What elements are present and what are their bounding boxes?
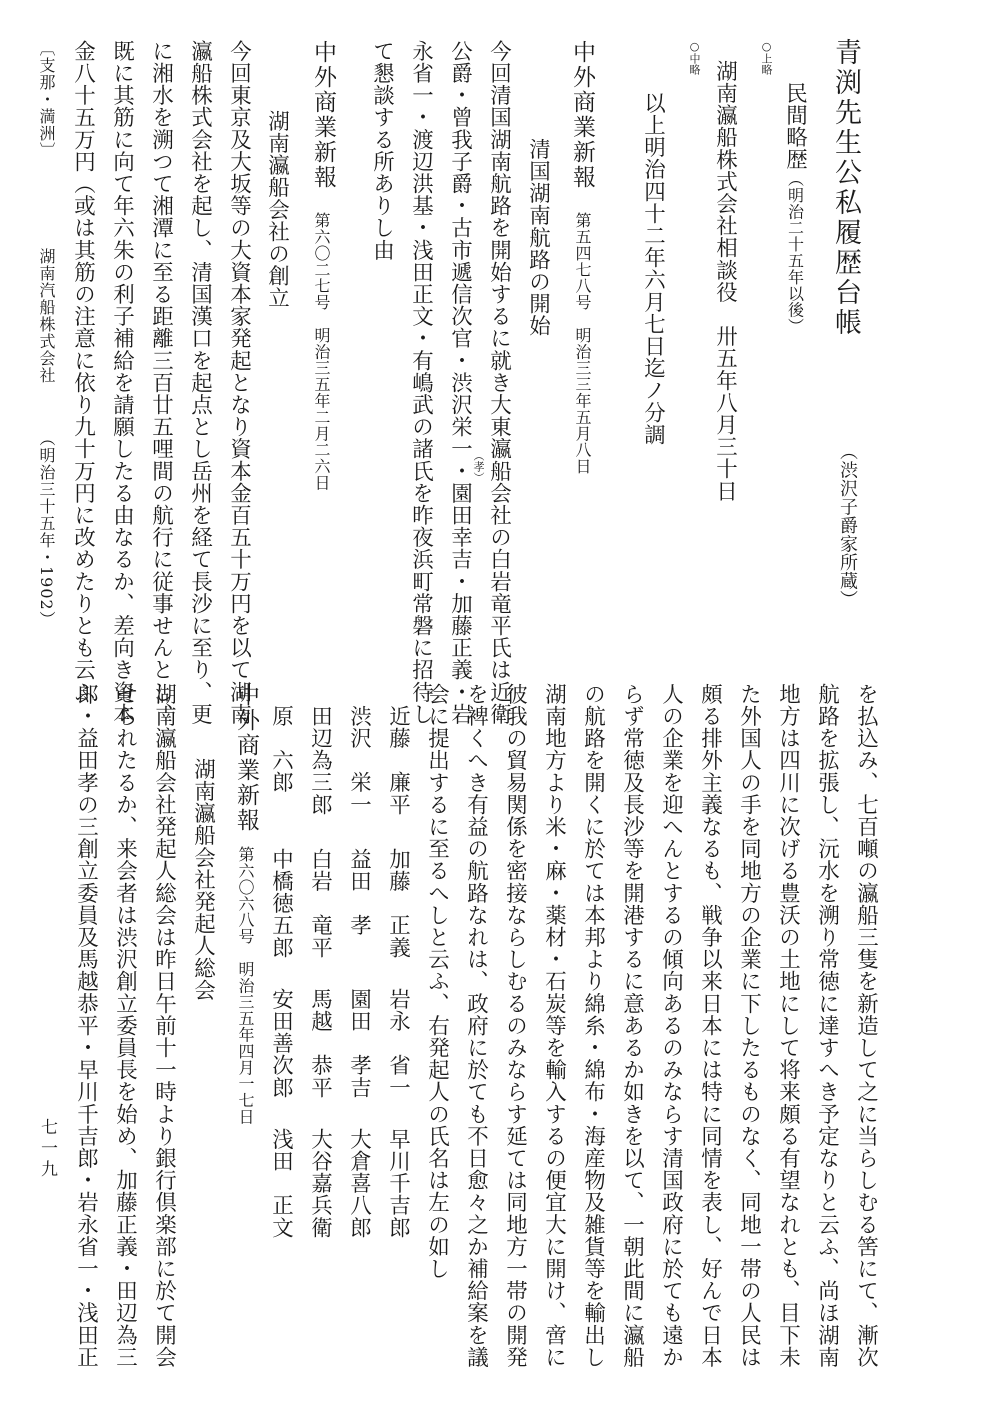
correction-note: （孝） [472,450,485,483]
article-1-line-3: 永省一・渡辺洪基・浅田正文・有嶋武の諸氏を昨夜浜町常磐に招待し [408,40,434,726]
newspaper-issue-3: 第六〇六八号 明治三五年四月一七日 [236,846,255,1125]
article-3-line-3: 郎・益田孝の三創立委員及馬越恭平・早川千吉郎・岩永省一・浅田正 [73,683,99,1369]
promoter-name: 白岩 竜平 [307,848,333,959]
owner-note: （渋沢子爵家所蔵） [837,442,858,609]
article-3-line-2: せられたるか、来会者は渋沢創立委員長を始め、加藤正義・田辺為三 [112,683,138,1369]
body-line-1: を払込み、七百噸の瀛船三隻を新造して之に当らしむる筈にて、漸次 [853,683,879,1369]
body-line-5: 頗る排外主義なるも、戦争以来日本には特に同情を表し、好んで日本 [697,683,723,1369]
article-title-1: 清国湖南航路の開始 [525,138,551,337]
article-1-line-1: 今回清国湖南航路を開始するに就き大東瀛船会社の白岩竜平氏は近衛 [486,40,512,726]
article-2-line-3: に湘水を溯つて湘潭に至る距離三百廿五哩間の航行に従事せんとし、 [148,40,174,726]
article-3-line-1: 湖南瀛船会社発起人総会は昨日午前十一時より銀行倶楽部に於て開会 [151,683,177,1369]
body-line-2: 航路を拡張し、沅水を溯り常徳に達すへき予定なりと云ふ、尚ほ湖南 [814,683,840,1369]
newspaper-issue-1: 第五四七八号 明治三三年五月八日 [573,212,592,475]
omission-mark-upper: ○上略 [760,40,773,75]
body-line-11: を裨くへき有益の航路なれは、政府に於ても不日愈々之か補給案を議 [463,683,489,1369]
body-line-12: 会に提出するに至るへしと云ふ、右発起人の氏名は左の如し [424,683,450,1280]
newspaper-issue-2: 第六〇二七号 明治三五年二月二六日 [312,212,331,491]
article-2-line-5: 金八十五万円（或は其筋の注意に依り九十万円に改めたりとも云ふ [70,40,96,703]
survey-date-line: 以上明治四十二年六月七日迄ノ分調 [640,92,666,446]
body-line-7: らず常徳及長沙等を開港するに意あるか如きを以て、一朝此間に瀛船 [619,683,645,1369]
body-line-9: 湖南地方より米・麻・薬材・石炭等を輸入するの便宜大に開け、啻に [541,683,567,1369]
promoter-name: 益田 孝 [346,848,372,937]
body-line-8: の航路を開くに於ては本邦より綿糸・綿布・海産物及雑貨等を輸出し [580,683,606,1369]
article-title-2: 湖南瀛船会社の創立 [264,110,290,309]
newspaper-name-2: 中外商業新報 [310,40,336,190]
company-label: 湖南汽船株式会社 [37,248,56,384]
newspaper-name-1: 中外商業新報 [569,40,595,190]
promoter-name: 近藤 廉平 [385,705,411,816]
company-year: （明治三十五年・1902） [37,430,56,628]
promoter-name: 大倉喜八郎 [346,1128,372,1239]
promoter-name: 田辺為三郎 [307,705,333,816]
omission-mark-middle: ○中略 [688,40,701,75]
body-line-6: 人の企業を迎へんとするの傾向あるのみならす清国政府に於ても遠か [658,683,684,1369]
promoter-name: 馬越 恭平 [307,988,333,1099]
promoter-name: 渋沢 栄一 [346,705,372,816]
article-2-line-2: 瀛船株式会社を起し、清国漢口を起点とし岳州を経て長沙に至り、更 [187,40,213,726]
article-1-line-2: 公爵・曾我子爵・古市遞信次官・渋沢栄一・園田幸吉・加藤正義・岩 [447,40,473,726]
body-line-10: 彼我の貿易関係を密接ならしむるのみならす延ては同地方一帯の開発 [502,683,528,1369]
document-title: 青渕先生公私履歴台帳 [830,38,861,338]
promoter-name: 加藤 正義 [385,848,411,959]
article-2-line-4: 既に其筋に向て年六朱の利子補給を請願したる由なるか、差向き資本 [109,40,135,726]
promoter-name: 安田善次郎 [268,988,294,1099]
promoter-name: 浅田 正文 [268,1128,294,1239]
promoter-name: 原 六郎 [268,705,294,794]
page-number: 七一九 [37,1118,57,1181]
section-label: 〔支那・満洲〕 [37,40,56,159]
article-2-line-1: 今回東京及大坂等の大資本家発起となり資本金百五十万円を以て湖南 [226,40,252,726]
article-1-line-4: て懇談する所ありし由 [369,40,395,261]
promoter-name: 園田 孝吉 [346,988,372,1099]
promoter-name: 早川千吉郎 [385,1128,411,1239]
body-line-4: た外国人の手を同地方の企業に下したるものなく、同地一帯の人民は [736,683,762,1369]
newspaper-name-3: 中外商業新報 [233,683,259,833]
promoter-name: 大谷嘉兵衛 [307,1128,333,1239]
promoter-name: 岩永 省一 [385,988,411,1099]
body-line-3: 地方は四川に次げる豊沃の土地にして将来頗る有望なれとも、目下未 [775,683,801,1369]
section-heading: 民間略歴（明治二十五年以後） [782,82,808,335]
promoter-name: 中橋徳五郎 [268,848,294,959]
position-record: 湖南瀛船株式会社相談役 卅五年八月三十日 [712,60,738,502]
article-title-3: 湖南瀛船会社発起人総会 [190,758,216,1002]
